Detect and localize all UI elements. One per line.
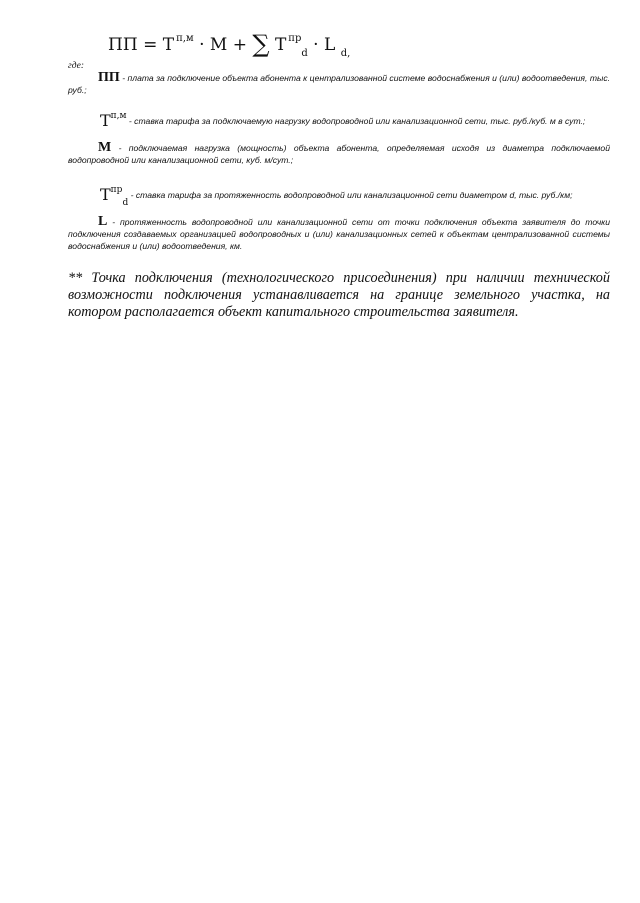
definition-m-text: - подключаемая нагрузка (мощность) объекта абонента, определяемая исходя из диаметра подключаемой водопроводной или канализационной сети, куб. м/сут.; (68, 143, 610, 165)
formula-lhs: ПП (108, 35, 138, 55)
definition-m-symbol: M (98, 140, 112, 155)
definition-td (68, 182, 610, 208)
connection-point-note: ** Точка подключения (технологического присоединения) при наличии технической возможности подключения устанавливается на границе земельного участка, на котором располагается объект капитального строительства заявителя. (68, 270, 610, 320)
formula-l: L (323, 35, 336, 55)
where-label: где: (68, 61, 85, 71)
formula-t-sup: п,м (176, 33, 194, 44)
definition-tpm (68, 108, 610, 130)
formula-dot-2: · (313, 35, 319, 55)
definition-l-text: - протяженность водопроводной или канализационной сети от точки подключения объекта заявителя до точки подключения создаваемых организацией водопроводных и (или) канализационных сетей к объектам централизованной системы водоснабжения и (или) водоотведения, км. (68, 217, 610, 251)
formula-equals: = (143, 35, 158, 55)
payment-formula (108, 28, 351, 59)
formula-t2-sup: пр (288, 33, 302, 44)
definition-td-symbol (100, 185, 129, 208)
definition-tpm-letter: T (100, 111, 111, 130)
formula-t2-sub: d (301, 48, 308, 59)
formula-t2: T (274, 35, 287, 55)
definition-pp-symbol: ПП (98, 70, 120, 85)
formula-m: M (209, 35, 228, 55)
formula-comma: , (347, 48, 351, 59)
formula-t: T (162, 35, 175, 55)
formula-plus: + (232, 35, 247, 55)
definition-td-sub: d (122, 198, 129, 208)
definition-m (68, 142, 610, 166)
formula-dot-1: · (199, 35, 205, 55)
definition-pp-text: - плата за подключение объекта абонента к централизованной системе водоснабжения и (или) водоотведения, тыс. руб.; (68, 73, 610, 95)
definition-tpm-text: - ставка тарифа за подключаемую нагрузку водопроводной или канализационной сети, тыс. руб./куб. м в сут.; (126, 116, 586, 126)
definition-l-symbol: L (98, 214, 108, 229)
definition-tpm-symbol (100, 111, 127, 130)
definition-td-letter: T (100, 185, 111, 204)
definition-td-text: - ставка тарифа за протяженность водопроводной или канализационной сети диаметром d, тыс. руб./км; (128, 190, 573, 200)
definition-pp (68, 72, 610, 96)
formula-l-sub: d (340, 48, 348, 59)
formula-sum-icon: ∑ (252, 30, 270, 58)
definition-td-sup: пр (110, 185, 123, 195)
definition-l (68, 216, 610, 252)
definition-tpm-sup: п,м (110, 111, 127, 121)
